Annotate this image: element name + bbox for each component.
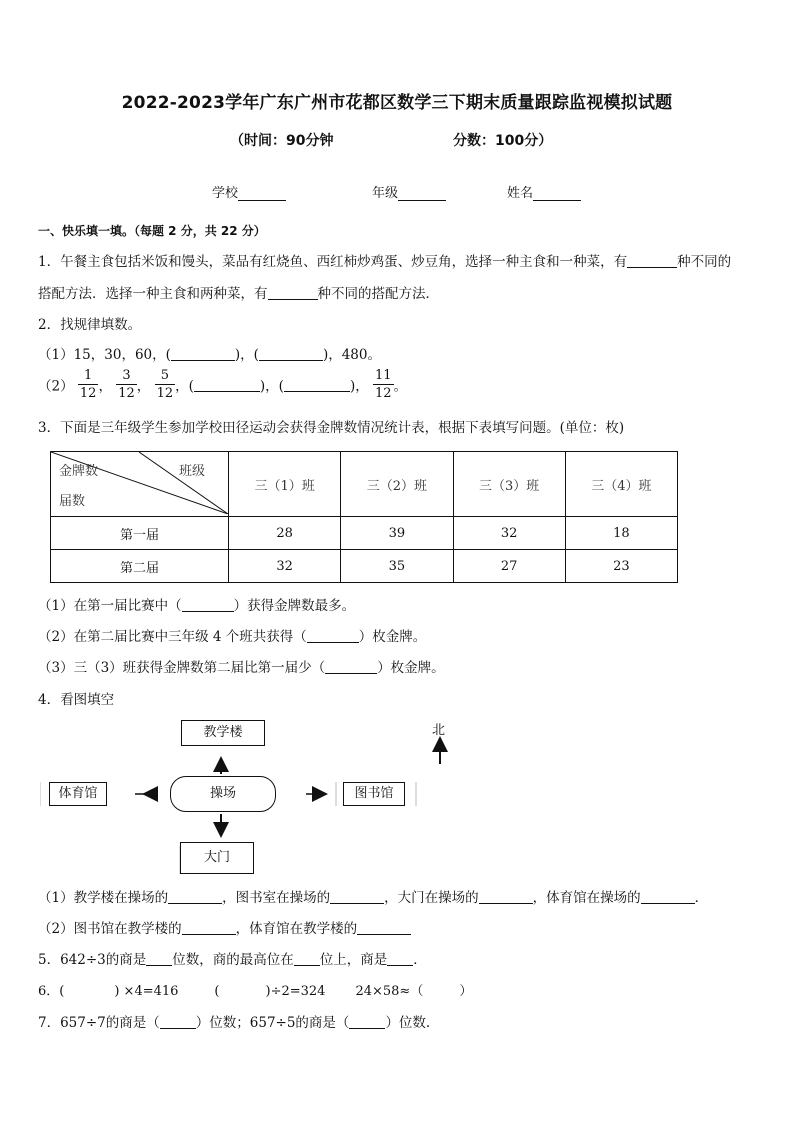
name-field[interactable]	[507, 182, 581, 201]
q3-blank-1[interactable]	[182, 597, 234, 612]
fraction: $\frac{3}{12}$	[118, 368, 135, 401]
name-label: 姓名	[507, 186, 534, 201]
fraction: $\frac{5}{12}$	[156, 368, 174, 401]
playground-box: 操场	[170, 776, 276, 812]
diagonal-header-cell: 金牌数 班级 届数	[51, 452, 229, 517]
column-header: 三（4）班	[565, 452, 677, 517]
question-6: 6．( ) ×4=416 ( )÷2=324 24×58≈（ ）	[38, 984, 473, 999]
question-3-sub-1: （1）在第一届比赛中（ ）获得金牌数最多。	[38, 598, 356, 614]
q4-blank-5[interactable]	[182, 920, 236, 935]
question-1-line-2: 搭配方法．选择一种主食和两种菜，有 种不同的搭配方法．	[38, 286, 439, 302]
grade-label: 年级	[372, 186, 399, 201]
q5-blank-2[interactable]	[294, 951, 320, 966]
fraction: $\frac{11}{12}$	[375, 368, 392, 401]
question-4-stem: 4．看图填空	[38, 692, 115, 708]
question-2-sub-2: （2） $\frac{1}{12}$ ， $\frac{3}{12}$ ， $\frac{5}{12}$ ，( )，( )， $\frac{11}{12}$ 。	[38, 368, 408, 401]
column-header: 三（3）班	[453, 452, 565, 517]
school-label: 学校	[212, 186, 239, 201]
q5-blank-3[interactable]	[387, 951, 413, 966]
q2-2-blank-2[interactable]	[284, 377, 350, 392]
grade-blank[interactable]	[398, 188, 446, 201]
question-1-line-1: 1．午餐主食包括米饭和馒头，菜品有红烧鱼、西红柿炒鸡蛋、炒豆角，选择一种主食和一种菜，有 种不同的	[38, 254, 732, 270]
q1-blank-1[interactable]	[627, 253, 677, 268]
exam-time: （时间：90分钟	[230, 133, 334, 149]
q4-blank-1[interactable]	[168, 889, 222, 904]
q4-blank-2[interactable]	[330, 889, 384, 904]
question-2-stem: 2．找规律填数。	[38, 317, 142, 333]
question-4-sub-1: （1）教学楼在操场的 ，图书室在操场的 ，大门在操场的 ，体育馆在操场的 ．	[38, 890, 709, 906]
teaching-building-box: 教学楼	[181, 720, 265, 746]
question-2-sub-1: （1）15，30，60，( )，( )，480。	[38, 347, 381, 363]
column-header: 三（1）班	[229, 452, 341, 517]
q3-blank-3[interactable]	[325, 659, 377, 674]
library-box: 图书馆	[343, 782, 405, 806]
north-label: 北	[432, 723, 446, 738]
column-header: 三（2）班	[341, 452, 453, 517]
gate-box: 大门	[180, 842, 254, 874]
question-3-sub-3: （3）三（3）班获得金牌数第二届比第一届少（ ）枚金牌。	[38, 660, 445, 676]
q7-blank-2[interactable]	[349, 1014, 385, 1029]
gym-box: 体育馆	[49, 782, 107, 806]
table-row: 第二届 32 35 27 23	[51, 550, 678, 583]
q4-blank-4[interactable]	[641, 889, 695, 904]
table-row: 第一届 28 39 32 18	[51, 517, 678, 550]
q2-1-blank-2[interactable]	[259, 346, 323, 361]
school-blank[interactable]	[238, 188, 286, 201]
question-3-stem: 3．下面是三年级学生参加学校田径运动会获得金牌数情况统计表，根据下表填写问题。(单位：枚)	[38, 420, 625, 436]
medal-table	[50, 451, 678, 583]
section-heading: 一、快乐填一填。（每题 2 分，共 22 分）	[38, 224, 266, 238]
q2-2-blank-1[interactable]	[194, 377, 260, 392]
q7-blank-1[interactable]	[160, 1014, 196, 1029]
page-title: 2022-2023学年广东广州市花都区数学三下期末质量跟踪监视模拟试题	[121, 93, 673, 113]
q4-blank-3[interactable]	[479, 889, 533, 904]
q3-blank-2[interactable]	[307, 628, 359, 643]
school-field[interactable]	[212, 182, 286, 201]
q4-blank-6[interactable]	[357, 920, 411, 935]
grade-field[interactable]	[372, 182, 446, 201]
question-5: 5．642÷3的商是 位数，商的最高位在 位上，商是 ．	[38, 952, 427, 968]
question-4-sub-2: （2）图书馆在教学楼的 ，体育馆在教学楼的	[38, 917, 411, 937]
question-7: 7．657÷7的商是（ ）位数；657÷5的商是（ ）位数.	[38, 1015, 431, 1031]
campus-map	[40, 712, 480, 882]
q1-blank-2[interactable]	[268, 285, 318, 300]
q5-blank-1[interactable]	[146, 951, 172, 966]
question-3-sub-2: （2）在第二届比赛中三年级 4 个班共获得（ ）枚金牌。	[38, 629, 427, 645]
name-blank[interactable]	[533, 188, 581, 201]
fraction: $\frac{1}{12}$	[79, 368, 97, 401]
q2-1-blank-1[interactable]	[171, 346, 235, 361]
exam-score: 分数：100分）	[453, 133, 553, 149]
